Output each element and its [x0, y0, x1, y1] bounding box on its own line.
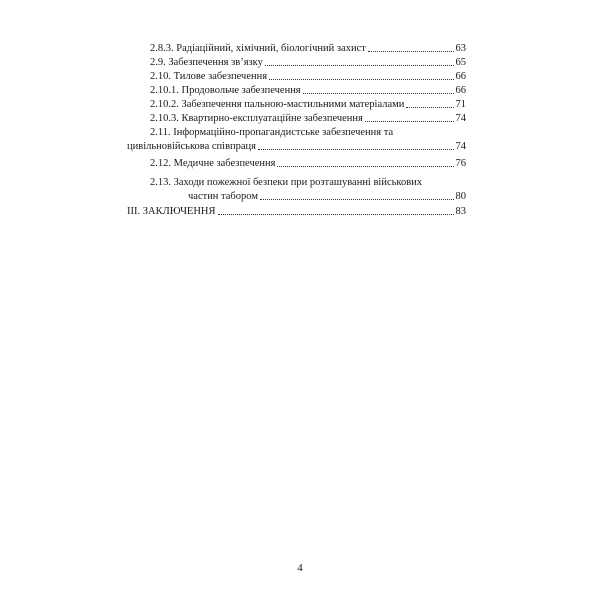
toc-entry-2-10-3 — [150, 112, 466, 125]
toc-entry-2-11 — [127, 140, 466, 153]
dot-leader — [365, 121, 454, 122]
dot-leader — [265, 65, 454, 66]
toc-entry-title: 2.9. Забезпечення зв’язку — [150, 57, 263, 68]
toc-entry-page: 74 — [455, 141, 466, 152]
dot-leader — [368, 51, 454, 52]
toc-entry-page: 76 — [455, 158, 466, 169]
toc-entry-2-11-line1: 2.11. Інформаційно-пропагандистське забезпечення та — [150, 127, 394, 138]
toc-entry-2-13 — [188, 190, 466, 203]
toc-entry-page: 63 — [455, 43, 466, 54]
toc-entry-title: 2.10. Тилове забезпечення — [150, 71, 268, 82]
toc-entry-page: 83 — [455, 206, 466, 217]
toc-entry-2-10-1 — [150, 84, 466, 97]
toc-entry-title: 2.8.3. Радіаційний, хімічний, біологічний захист — [150, 43, 366, 54]
toc-entry-page: 65 — [455, 57, 466, 68]
page-number: 4 — [297, 562, 303, 574]
dot-leader — [258, 149, 453, 150]
toc-entry-title: 2.10.1. Продовольче забезпечення — [150, 85, 301, 96]
toc-entry-title: 2.10.2. Забезпечення пальною-мастильними матеріалами — [150, 99, 405, 110]
dot-leader — [269, 79, 453, 80]
toc-entry-iii — [127, 205, 466, 218]
toc-entry-title: 2.12. Медичне забезпечення — [150, 158, 276, 169]
toc-entry-title: цивільновійськова співпраця — [127, 141, 257, 152]
toc-entry-page: 66 — [455, 85, 466, 96]
toc-entry-2-13-line1: 2.13. Заходи пожежної безпеки при розташуванні військових — [150, 177, 423, 188]
toc-entry-2-10-2 — [150, 98, 466, 111]
toc-entry-2-10 — [150, 70, 466, 83]
dot-leader — [260, 199, 454, 200]
toc-entry-page: 80 — [455, 191, 466, 202]
toc-entry-title: III. ЗАКЛЮЧЕННЯ — [127, 206, 216, 217]
toc-entry-2-9 — [150, 56, 466, 69]
toc-entry-title: 2.10.3. Квартирно-експлуатаційне забезпечення — [150, 113, 363, 124]
toc-entry-2-12 — [150, 157, 466, 170]
dot-leader — [303, 93, 454, 94]
toc-entry-page: 66 — [455, 71, 466, 82]
toc-entry-title: частин табором — [188, 191, 258, 202]
dot-leader — [218, 214, 454, 215]
toc-entry-page: 71 — [455, 99, 466, 110]
dot-leader — [277, 166, 453, 167]
toc-entry-2-8-3 — [150, 42, 466, 55]
dot-leader — [406, 107, 453, 108]
toc-entry-page: 74 — [455, 113, 466, 124]
